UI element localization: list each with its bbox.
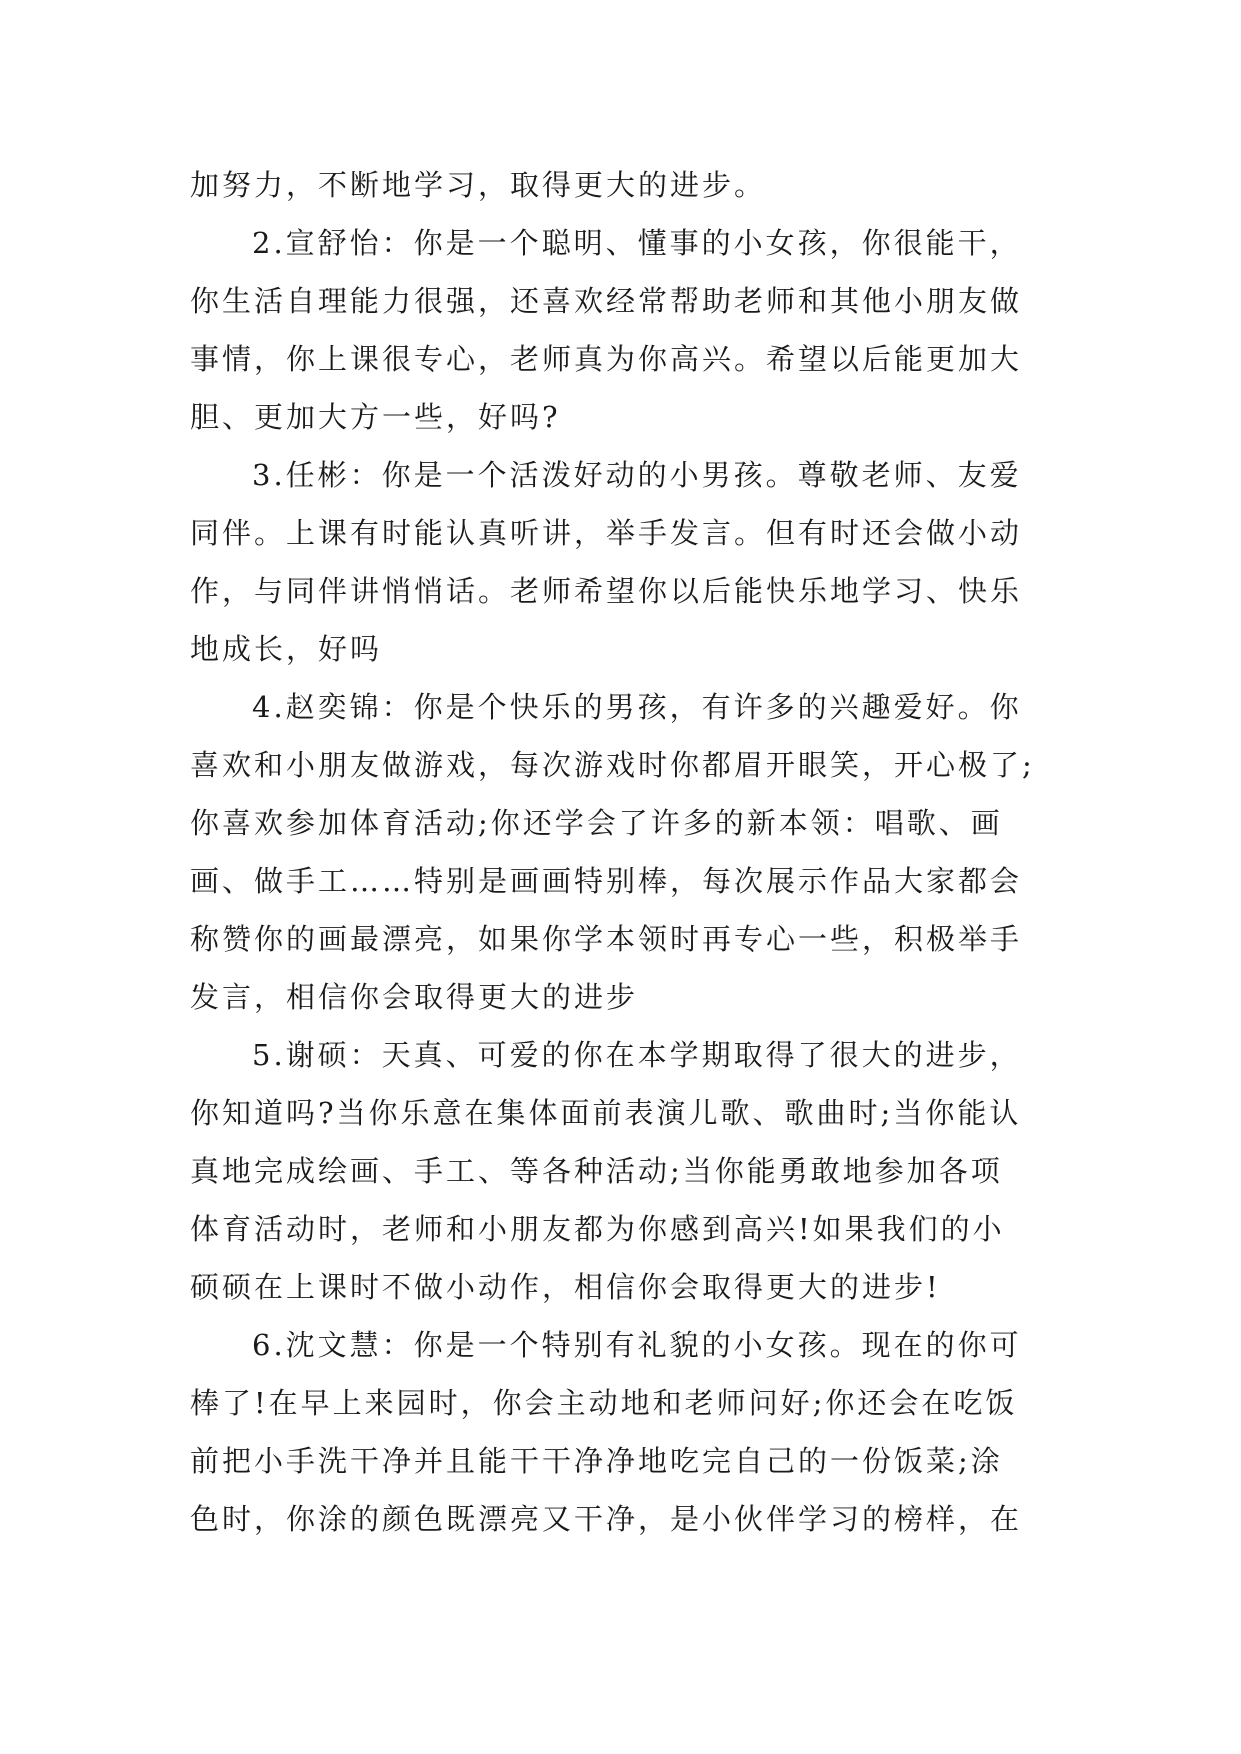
- text-line: 同伴。上课有时能认真听讲，举手发言。但有时还会做小动: [190, 516, 1023, 550]
- paragraph-first-line: 2.宣舒怡：你是一个聪明、懂事的小女孩，你很能干，: [252, 226, 1022, 260]
- body-text: [190, 156, 1070, 1548]
- text-line: 喜欢和小朋友做游戏，每次游戏时你都眉开眼笑，开心极了;: [190, 748, 1035, 782]
- text-line: 体育活动时，老师和小朋友都为你感到高兴!如果我们的小: [190, 1212, 1005, 1246]
- text-line: 称赞你的画最漂亮，如果你学本领时再专心一些，积极举手: [190, 922, 1023, 956]
- text-line: 你知道吗?当你乐意在集体面前表演儿歌、歌曲时;当你能认: [190, 1096, 1022, 1130]
- text-line: 作，与同伴讲悄悄话。老师希望你以后能快乐地学习、快乐: [190, 574, 1023, 608]
- text-line: 你喜欢参加体育活动;你还学会了许多的新本领：唱歌、画: [190, 806, 1003, 840]
- paragraph-first-line: 6.沈文慧：你是一个特别有礼貌的小女孩。现在的你可: [252, 1328, 1022, 1362]
- text-line: 棒了!在早上来园时，你会主动地和老师问好;你还会在吃饭: [190, 1386, 1018, 1420]
- text-line: 事情，你上课很专心，老师真为你高兴。希望以后能更加大: [190, 342, 1023, 376]
- text-line: 加努力，不断地学习，取得更大的进步。: [190, 168, 767, 202]
- text-line: 硕硕在上课时不做小动作，相信你会取得更大的进步!: [190, 1270, 941, 1304]
- text-line: 胆、更加大方一些，好吗?: [190, 400, 561, 434]
- paragraph-first-line: 3.任彬：你是一个活泼好动的小男孩。尊敬老师、友爱: [252, 458, 1022, 492]
- text-line: 色时，你涂的颜色既漂亮又干净，是小伙伴学习的榜样，在: [190, 1502, 1023, 1536]
- text-line: 前把小手洗干净并且能干干净净地吃完自己的一份饭菜;涂: [190, 1444, 1003, 1478]
- paragraph-first-line: 4.赵奕锦：你是个快乐的男孩，有许多的兴趣爱好。你: [252, 690, 1022, 724]
- text-line: 发言，相信你会取得更大的进步: [190, 980, 639, 1014]
- text-line: 你生活自理能力很强，还喜欢经常帮助老师和其他小朋友做: [190, 284, 1023, 318]
- text-line: 真地完成绘画、手工、等各种活动;当你能勇敢地参加各项: [190, 1154, 1003, 1188]
- text-line: 地成长，好吗: [190, 632, 383, 666]
- paragraph-first-line: 5.谢硕：天真、可爱的你在本学期取得了很大的进步，: [252, 1038, 1022, 1072]
- text-line: 画、做手工……特别是画画特别棒，每次展示作品大家都会: [190, 864, 1023, 898]
